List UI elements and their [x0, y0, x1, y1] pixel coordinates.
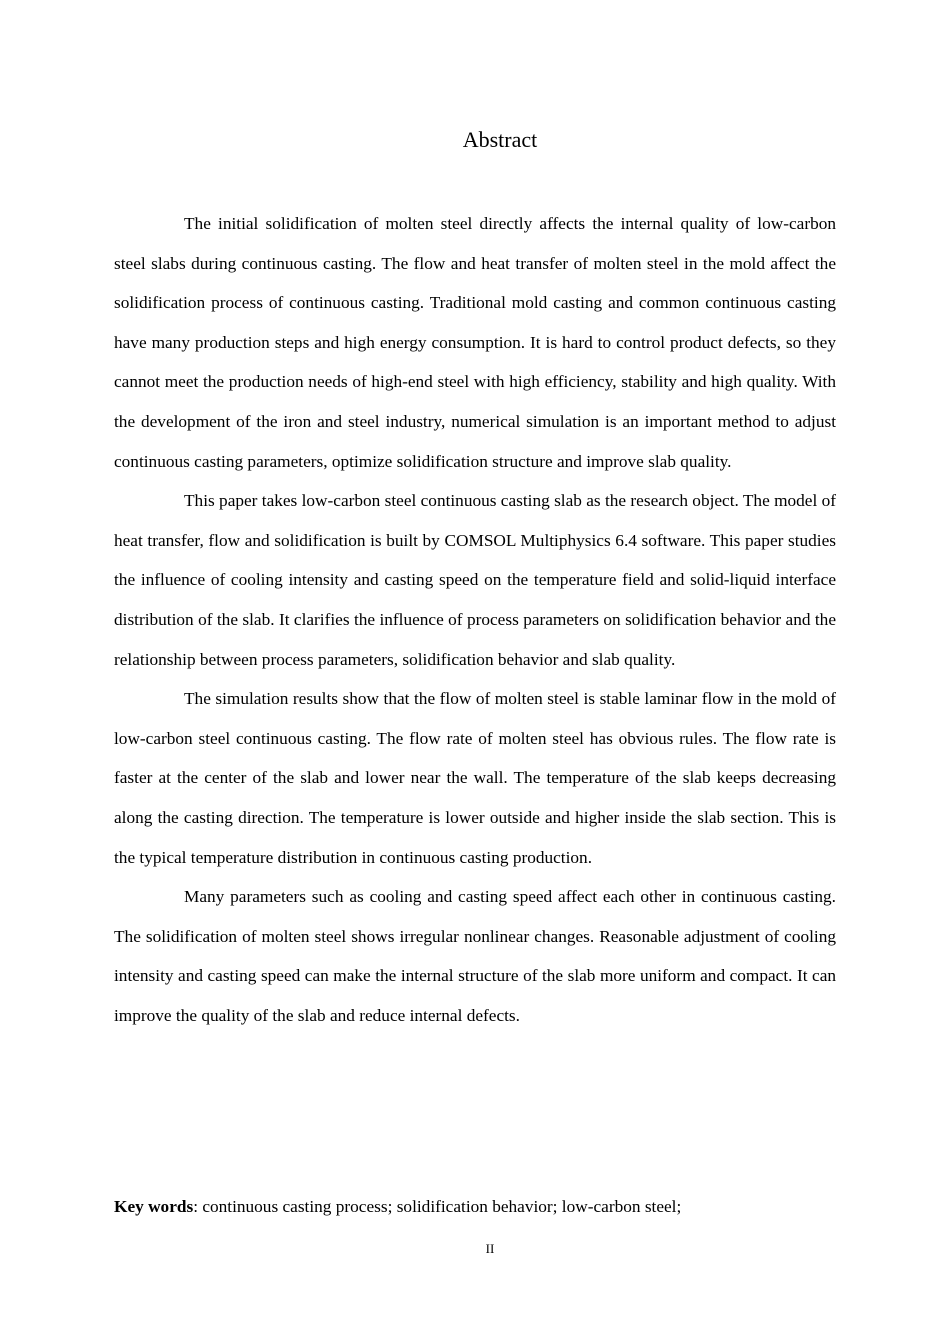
- keywords-line: [114, 1193, 836, 1221]
- abstract-paragraph-3: The simulation results show that the flow of molten steel is stable laminar flow in the mold of low-carbon steel continuous casting. The flow rate of molten steel has obvious rules. The flow rate is faster at the center of the slab and lower near the wall. The temperature of the slab keeps decreasing along the casting direction. The temperature is lower outside and higher inside the slab section. This is the typical temperature distribution in continuous casting production.: [114, 689, 836, 867]
- keywords-text: continuous casting process; solidification behavior; low-carbon steel;: [202, 1197, 682, 1216]
- abstract-paragraph-4: Many parameters such as cooling and casting speed affect each other in continuous casting. The solidification of molten steel shows irregular nonlinear changes. Reasonable adjustment of cooling intensity and casting speed can make the internal structure of the slab more uniform and compact. It can improve the quality of the slab and reduce internal defects.: [114, 887, 836, 1025]
- abstract-paragraph-2: This paper takes low-carbon steel continuous casting slab as the research object. The model of heat transfer, flow and solidification is built by COMSOL Multiphysics 6.4 software. This paper studies the influence of cooling intensity and casting speed on the temperature field and solid-liquid interface distribution of the slab. It clarifies the influence of process parameters on solidification behavior and the relationship between process parameters, solidification behavior and slab quality.: [114, 491, 836, 669]
- abstract-paragraph-1: The initial solidification of molten steel directly affects the internal quality of low-carbon steel slabs during continuous casting. The flow and heat transfer of molten steel in the mold affect the solidification process of continuous casting. Traditional mold casting and common continuous casting have many production steps and high energy consumption. It is hard to control product defects, so they cannot meet the production needs of high-end steel with high efficiency, stability and high quality. With the development of the iron and steel industry, numerical simulation is an important method to adjust continuous casting parameters, optimize solidification structure and improve slab quality.: [114, 214, 836, 471]
- keywords-separator: :: [193, 1197, 203, 1216]
- page-number: II: [485, 1241, 495, 1256]
- abstract-body: [114, 204, 836, 1035]
- keywords-label: Key words: [114, 1197, 194, 1216]
- page-title: Abstract: [462, 127, 538, 152]
